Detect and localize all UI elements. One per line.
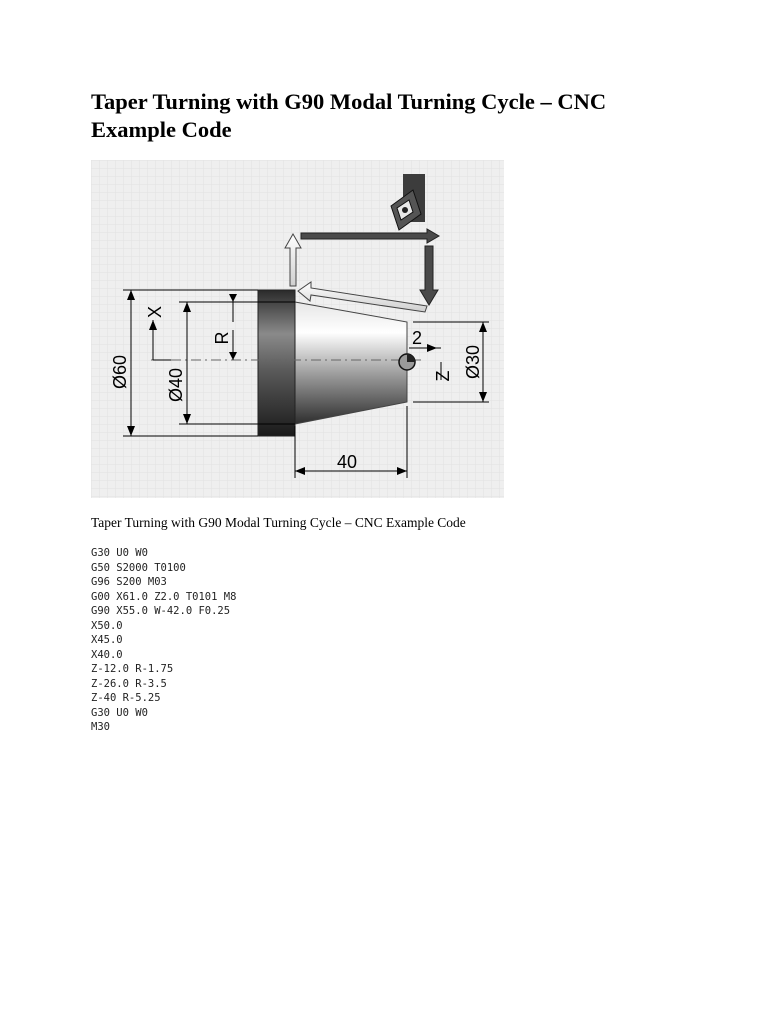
diagram-canvas [91, 160, 504, 498]
z-axis-label: Z [433, 370, 453, 382]
code-line: G30 U0 W0 [91, 706, 148, 719]
dia-60-label: Ø60 [110, 354, 130, 390]
offset-2-label: 2 [411, 328, 423, 348]
dia-30-label: Ø30 [463, 344, 483, 380]
code-line: G30 U0 W0 [91, 547, 148, 559]
code-line: X40.0 [91, 648, 123, 661]
page-title: Taper Turning with G90 Modal Turning Cycle – CNC Example Code [91, 89, 607, 142]
cnc-code-block [91, 546, 236, 735]
code-line: G50 S2000 T0100 [91, 561, 186, 574]
x-axis-label: X [145, 305, 165, 319]
code-line: X45.0 [91, 634, 123, 646]
code-line: Z-12.0 R-1.75 [91, 663, 174, 675]
code-line: G00 X61.0 Z2.0 T0101 M8 [91, 590, 237, 603]
taper-turning-diagram [91, 160, 504, 498]
dia-40-label: Ø40 [166, 367, 186, 403]
figure-caption: Taper Turning with G90 Modal Turning Cycle – CNC Example Code [91, 515, 466, 530]
code-line: Z-40 R-5.25 [91, 692, 161, 704]
tapered-cone [295, 302, 407, 424]
code-line: M30 [91, 721, 110, 733]
workpiece-collar [258, 290, 295, 436]
radius-label: R [212, 331, 232, 345]
code-line: G90 X55.0 W-42.0 F0.25 [91, 605, 231, 617]
length-40-label: 40 [336, 452, 358, 472]
code-line: X50.0 [91, 619, 123, 632]
code-line: Z-26.0 R-3.5 [91, 677, 167, 690]
code-line: G96 S200 M03 [91, 576, 167, 588]
